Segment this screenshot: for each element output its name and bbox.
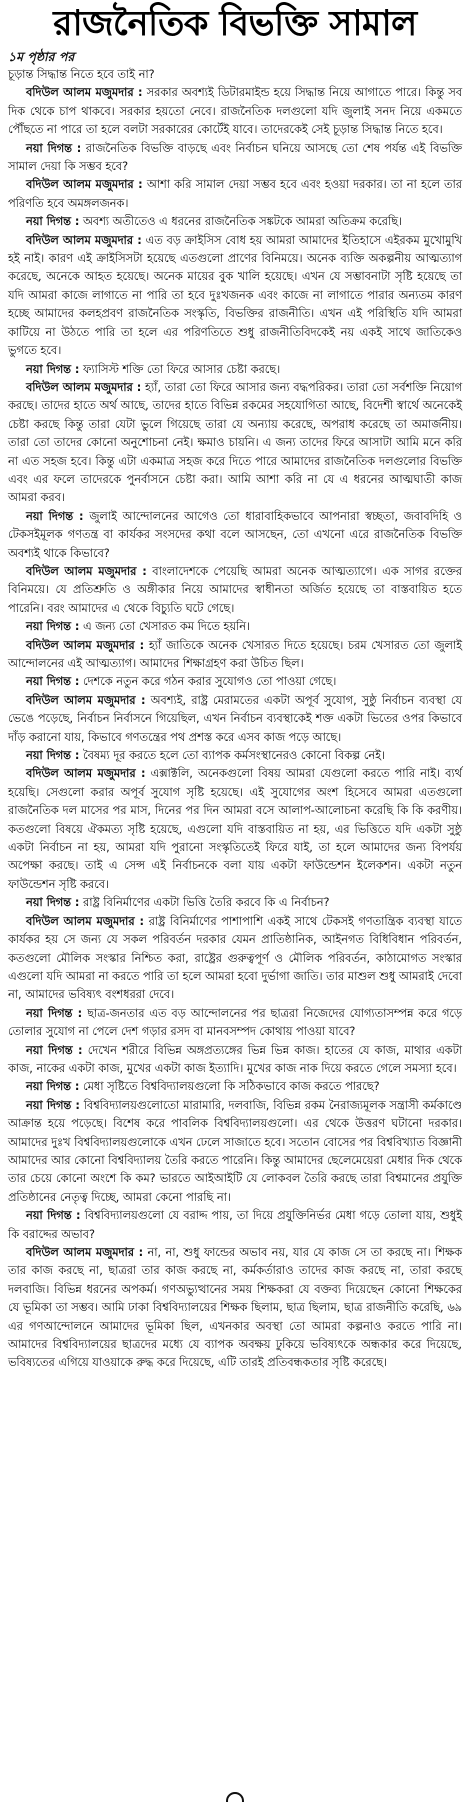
- paragraph-text: এক্সাক্টলি, অনেকগুলো বিষয় আমরা যেগুলো করতে পারি নাই। ব্যর্থ হয়েছি। সেগুলো করার অপূর্ব সুযোগ সৃষ্টি হয়েছে। এই সুযোগের অংশ হিসেবে আমরা এতগুলো রাজনৈতিক দল মাসের পর মাস, দিনের পর দিন আমরা বসে আলাপ-আলোচনা করেছি কি কি করণীয়। কতগুলো বিষয়ে ঐকমত্য সৃষ্টি হয়েছে, এগুলো যদি বাস্তবায়িত না হয়, এর ভিত্তিতে যদি একটা সুষ্ঠু একটা নির্বাচন না হয়, আমরা যদি পুরানো সংস্কৃতিতেই ফিরে যাই, তা হলে আমাদের জন্য বিপর্যয় অপেক্ষা করছে। তাই এ সেন্স এই নির্বাচনকে বলা যায় একটা ফাউন্ডেশন ইলেকশন। একটা নতুন ফাউন্ডেশন সৃষ্টি করবে।: [8, 767, 463, 891]
- speaker-label-guest: বদিউল আলম মজুমদার :: [26, 1246, 144, 1259]
- interview-paragraph: [8, 1097, 462, 1207]
- speaker-label-guest: বদিউল আলম মজুমদার :: [26, 380, 142, 394]
- speaker-label-guest: বদিউল আলম মজুমদার :: [26, 693, 146, 707]
- speaker-label-interviewer: নয়া দিগন্ত :: [26, 675, 80, 689]
- speaker-label-guest: বদিউল আলম মজুমদার :: [26, 914, 145, 928]
- speaker-label-guest: বদিউল আলম মজুমদার :: [26, 233, 142, 247]
- speaker-label-interviewer: নয়া দিগন্ত :: [26, 362, 80, 376]
- paragraph-text: বৈষম্য দূর করতে হলে তো ব্যাপক কর্মসংস্থানেরও কোনো বিকল্প নেই।: [83, 749, 386, 763]
- paragraph-text: ছাত্র-জনতার এত বড় আন্দোলনের পর ছাত্ররা নিজেদের যোগ্যতাসম্পন্ন করে গড়ে তোলার সুযোগ না পেলে দেশ গড়ার রসদ বা মানবসম্পদ কোথায় পাওয়া যাবে?: [8, 1006, 463, 1039]
- paragraph-text: মেধা সৃষ্টিতে বিশ্ববিদ্যালয়গুলো কি সঠিকভাবে কাজ করতে পারছে?: [83, 1080, 380, 1094]
- paragraph-text: এত বড় ক্রাইসিস বোধ হয় আমরা আমাদের ইতিহাসে এইরকম মুখোমুখি হই নাই। কারণ এই ক্রাইসিসটা হয়েছে এতগুলো প্রাণের বিনিময়ে। অনেক ব্যক্তি অকল্পনীয় আত্মত্যাগ করেছে, অনেকে আহত হয়েছে। অনেক মায়ের বুক খালি হয়েছে। এখন যে সম্ভাবনাটা সৃষ্টি হয়েছে তা যদি আমরা কাজে লাগাতে না পারি তা হবে দুঃখজনক এবং কাজে না লাগাতে পারার অন্যতম কারণ হচ্ছে আমাদের কলহপ্রবণ রাজনৈতিক সংস্কৃতি, বিভক্তির রাজনীতি। এখন এই পরিস্থিতি যদি আমরা কাটিয়ে না উঠতে পারি তা হলে এর পরিণতিতে শুধু রাজনীতিবিদকেই নয় একই সাথে জাতিকেও ভুগতে হবে।: [8, 233, 462, 358]
- bottom-ornament: [0, 1788, 469, 1802]
- interview-paragraph: [8, 765, 462, 894]
- paragraph-text: বিশ্ববিদ্যালয়গুলোতো মারামারি, দলবাজি, বিভিন্ন রকম নৈরাজ্যমূলক সন্ত্রাসী কর্মকাণ্ডে আক্রান্ত হয়ে পড়েছে। বিশেষ করে পাবলিক বিশ্ববিদ্যালয়গুলো। এর থেকে উত্তরণ ঘটানো দরকার। আমাদের দুঃখ বিশ্ববিদ্যালয়গুলোকে এখন ঢেলে সাজাতে হবে। সতোন বোসের পর বিশ্ববিখ্যাত বিজ্ঞানী আমাদের আর কোনো বিশ্ববিদ্যালয় তৈরি করতে পারেনি। কিন্তু আমাদের ছেলেমেয়েরা মেধার দিক থেকে তার চেয়ে কোনো অংশে কি কম? ভারতে আইআইটি যে লোকবল তৈরি করছে তারা বিশ্বমানের প্রযুক্তি প্রতিষ্ঠানের নেতৃত্ব দিচ্ছে, আমরা কেনো পারছি না।: [8, 1098, 463, 1204]
- paragraph-text: আশা করি সামাল দেয়া সম্ভব হবে এবং হওয়া দরকার। তা না হলে তার পরিণতি হবে অমঙ্গলজনক।: [8, 178, 463, 210]
- speaker-label-guest: বদিউল আলম মজুমদার :: [26, 638, 145, 652]
- paragraph-text: জুলাই আন্দোলনের আগেও তো ধারাবাহিকভাবে আপনারা স্বচ্ছতা, জবাবদিহি ও টেকসইমূলক গণতন্ত্র বা কার্যকর সংসদের কথা বলে আসছেন, তো এখনো এরে রাজনৈতিক বিভক্তি অবশ্যই থাকে কিভাবে?: [8, 509, 462, 560]
- speaker-label-interviewer: নয়া দিগন্ত :: [26, 1098, 80, 1112]
- interview-paragraph: [8, 1078, 462, 1096]
- speaker-label-interviewer: নয়া দিগন্ত :: [26, 1043, 83, 1057]
- interview-paragraph: [8, 894, 462, 912]
- interview-paragraph: [8, 66, 462, 84]
- interview-paragraph: [8, 1042, 462, 1079]
- speaker-label-interviewer: নয়া দিগন্ত :: [26, 1006, 83, 1020]
- paragraph-text: হ্যাঁ জাতিকে অনেক খেসারত দিতে হয়েছে। চরম খেসারত তো জুলাই আন্দোলনের এই আত্মত্যাগ। আমাদের শিক্ষাগ্রহণ করা উচিত ছিল।: [8, 638, 462, 670]
- speaker-label-interviewer: নয়া দিগন্ত :: [26, 1209, 81, 1223]
- paragraph-text: রাষ্ট্র বিনির্মাণের একটা ভিত্তি তৈরি করবে কি এ নির্বাচন?: [83, 896, 330, 910]
- paragraph-text: অবশ্যই, রাষ্ট্র মেরামতের একটা অপূর্ব সুযোগ, সুষ্ঠু নির্বাচন ব্যবস্থা যে ভেঙে পড়েছে, নির্বাচন নির্বাসনে গিয়েছিল, এখন নির্বাচন ব্যবস্থাকেই শক্ত একটা ভিতের ওপর কিভাবে দাঁড় করানো যায়, কিভাবে গণতন্ত্রের পথ প্রশস্ত করে এসব কাজ পড়ে আছে।: [8, 693, 463, 744]
- interview-paragraph: [8, 1005, 462, 1042]
- paragraph-text: দেশকে নতুন করে গঠন করার সুযোগও তো পাওয়া গেছে।: [83, 675, 337, 689]
- interview-paragraph: [8, 361, 462, 379]
- speaker-label-interviewer: নয়া দিগন্ত :: [26, 141, 82, 155]
- speaker-label-interviewer: নয়া দিগন্ত :: [26, 620, 80, 634]
- interview-paragraph: [8, 673, 462, 691]
- paragraph-text: না, না, শুধু ফান্ডের অভাব নয়, যার যে কাজ সে তা করছে না। শিক্ষক তার কাজ করছে না, ছাত্ররা তার কাজ করছে না, কর্মকর্তারাও তাদের কাজ করছে না, তারা করছে দলবাজি। বিভিন্ন ধরনের অপকর্ম। গণঅভ্যুত্থানের সময় শিক্ষকরা যে বক্তব্য দিয়েছেন কোনো শিক্ষকের যে ভূমিকা তা সম্ভব। আমি ঢাকা বিশ্ববিদ্যালয়ের শিক্ষক ছিলাম, ছাত্র ছিলাম, ছাত্র রাজনীতি করেছি, ৬৯ এর গণআন্দোলনে আমাদের ভূমিকা ছিল, এখনকার অবস্থা তো আমরা কল্পনাও করতে পারি না। আমাদের বিশ্ববিদ্যালয়ের ছাত্রদের মধ্যে যে ব্যাপক অবক্ষয় ঢুকিয়ে ভবিষ্যৎকে অন্ধকার করে দিয়েছে, ভবিষ্যতের এগিয়ে যাওয়াকে রুদ্ধ করে দিয়েছে, এটি তারই প্রতিবন্ধকতার সৃষ্টি করেছে।: [8, 1246, 462, 1370]
- interview-paragraph: [8, 618, 462, 636]
- interview-paragraph: [8, 1244, 462, 1373]
- speaker-label-guest: বদিউল আলম মজুমদার :: [26, 767, 146, 781]
- interview-paragraph: [8, 176, 462, 213]
- speaker-label-interviewer: নয়া দিগন্ত :: [26, 749, 80, 763]
- paragraph-text: চূড়ান্ত সিদ্ধান্ত নিতে হবে তাই না?: [8, 68, 155, 81]
- interview-paragraph: [8, 140, 462, 177]
- paragraph-text: রাজনৈতিক বিভক্তি বাড়ছে এবং নির্বাচন ঘনিয়ে আসছে তো শেষ পর্যন্ত এই বিভক্তি সামাল দেয়া কি সম্ভব হবে?: [8, 141, 462, 174]
- continued-from-label: ১ম পৃষ্ঠার পর: [8, 49, 75, 64]
- speaker-label-interviewer: নয়া দিগন্ত :: [26, 509, 84, 523]
- interview-paragraph: [8, 913, 462, 1005]
- speaker-label-guest: বদিউল আলম মজুমদার :: [26, 86, 143, 100]
- interview-paragraph: [8, 1207, 462, 1244]
- speaker-label-interviewer: নয়া দিগন্ত :: [26, 1080, 80, 1094]
- speaker-label-guest: বদিউল আলম মজুমদার :: [26, 564, 147, 578]
- interview-paragraph: [8, 213, 462, 231]
- interview-paragraph: [8, 379, 462, 508]
- paragraph-text: বাংলাদেশকে পেয়েছি আমরা অনেক আত্মত্যাগে। এক সাগর রক্তের বিনিময়ে। যে প্রতিশ্রুতি ও অঙ্গীকার নিয়ে আমাদের স্বাধীনতা অর্জিত হয়েছে তা বাস্তবায়িত হতে পারেনি। বরং আমাদের এ থেকে বিচ্যুতি ঘটে গেছে।: [8, 564, 462, 615]
- interview-paragraph: [8, 637, 462, 674]
- speaker-label-interviewer: নয়া দিগন্ত :: [26, 896, 80, 910]
- paragraph-text: বিশ্ববিদ্যালয়গুলো যে বরাদ্দ পায়, তা দিয়ে প্রযুক্তিনির্ভর মেধা গড়ে তোলা যায়, শুধুই কি বরাদ্দের অভাব?: [8, 1209, 462, 1241]
- continuation-mark-icon: [226, 1792, 244, 1802]
- interview-paragraph: [8, 692, 462, 747]
- headline: রাজনৈতিক বিভক্তি সামাল: [53, 4, 417, 44]
- interview-paragraph: [8, 84, 462, 139]
- paragraph-text: দেখেন শরীরে বিভিন্ন অঙ্গপ্রত্যঙ্গের ভিন্ন ভিন্ন কাজ। হাতের যে কাজ, মাথার একটা কাজ, নাকের একটা কাজ, মুখের একটা কাজ ইত্যাদি। মুখের কাজ নাক দিয়ে করতে গেলে সমস্যা হবে।: [8, 1043, 462, 1075]
- paragraph-text: ফ্যাসিস্ট শক্তি তো ফিরে আসার চেষ্টা করছে।: [83, 362, 281, 376]
- interview-paragraph: [8, 563, 462, 618]
- paragraph-text: অবশ্য অতীতেও এ ধরনের রাজনৈতিক সঙ্কটকে আমরা অতিক্রম করেছি।: [83, 215, 402, 229]
- interview-paragraph: [8, 747, 462, 765]
- paragraph-text: এ জন্য তো খেসারত কম দিতে হয়নি।: [83, 620, 251, 634]
- interview-paragraph: [8, 508, 462, 563]
- speaker-label-interviewer: নয়া দিগন্ত :: [26, 215, 80, 229]
- paragraph-text: সরকার অবশ্যই ডিটারমাইন্ড হয়ে সিদ্ধান্ত নিয়ে আগাতে পারে। কিন্তু সব দিক থেকে চাপ থাকবে। সরকার হয়তো নেবে। রাজনৈতিক দলগুলো যদি জুলাই সনদ নিয়ে একমতে পৌঁছতে না পারে তা হলে বলটা সরকারের কোর্টেই যাবে। তাদেরকেই সেই চূড়ান্ত সিদ্ধান্ত নিতে হবে।: [8, 86, 462, 137]
- paragraph-text: হ্যাঁ, তারা তো ফিরে আসার জন্য বদ্ধপরিকর। তারা তো সর্বশক্তি নিয়োগ করছে। তাদের হাতে অর্থ আছে, তাদের হাতে বিভিন্ন রকমের সহযোগিতা আছে, বিদেশী স্বার্থে অনেকেই চেষ্টা করছে কিন্তু তারা যেটা ভুলে গিয়েছে তারা যে অন্যায় করেছে, অপরাধ করেছে তা অমার্জনীয়। তারা তো তাদের কোনো অনুশোচনা নেই। ক্ষমাও চায়নি। এ জন্য তাদের ফিরে আসাটা আমি মনে করি না এত সহজ হবে। কিন্তু এটা একমাত্র সহজ করে দিতে পারে আমাদের রাজনৈতিক দলগুলোর বিভক্তি এবং এর ফলে তাদেরকে পুনর্বাসনে চেষ্টা করা। আমি আশা করি না যে এ ধরনের আত্মঘাতী কাজ আমরা করব।: [8, 380, 463, 505]
- interview-paragraph: [8, 232, 462, 361]
- speaker-label-guest: বদিউল আলম মজুমদার :: [26, 178, 143, 192]
- paragraph-text: রাষ্ট্র বিনির্মাণের পাশাপাশি একই সাথে টেকসই গণতান্ত্রিক ব্যবস্থা যাতে কার্যকর হয় সে জন্য যে সকল পরিবর্তন দরকার যেমন প্রাতিষ্ঠানিক, আইনগত বিধিবিধান পরিবর্তন, কতগুলো মৌলিক সংস্কার নিশ্চিত করা, রাষ্ট্রের গুরুত্বপূর্ণ ও মৌলিক পরিবর্তন, কাঠামোগত সংস্কার এগুলো যদি আমরা না করতে পারি তা হলে আমরা হবো দুর্ভাগা জাতি। তার মাশুল শুধু আমরাই দেবো না, আমাদের ভবিষ্যৎ বংশধররা দেবে।: [8, 914, 462, 1002]
- article-body: [8, 66, 462, 1373]
